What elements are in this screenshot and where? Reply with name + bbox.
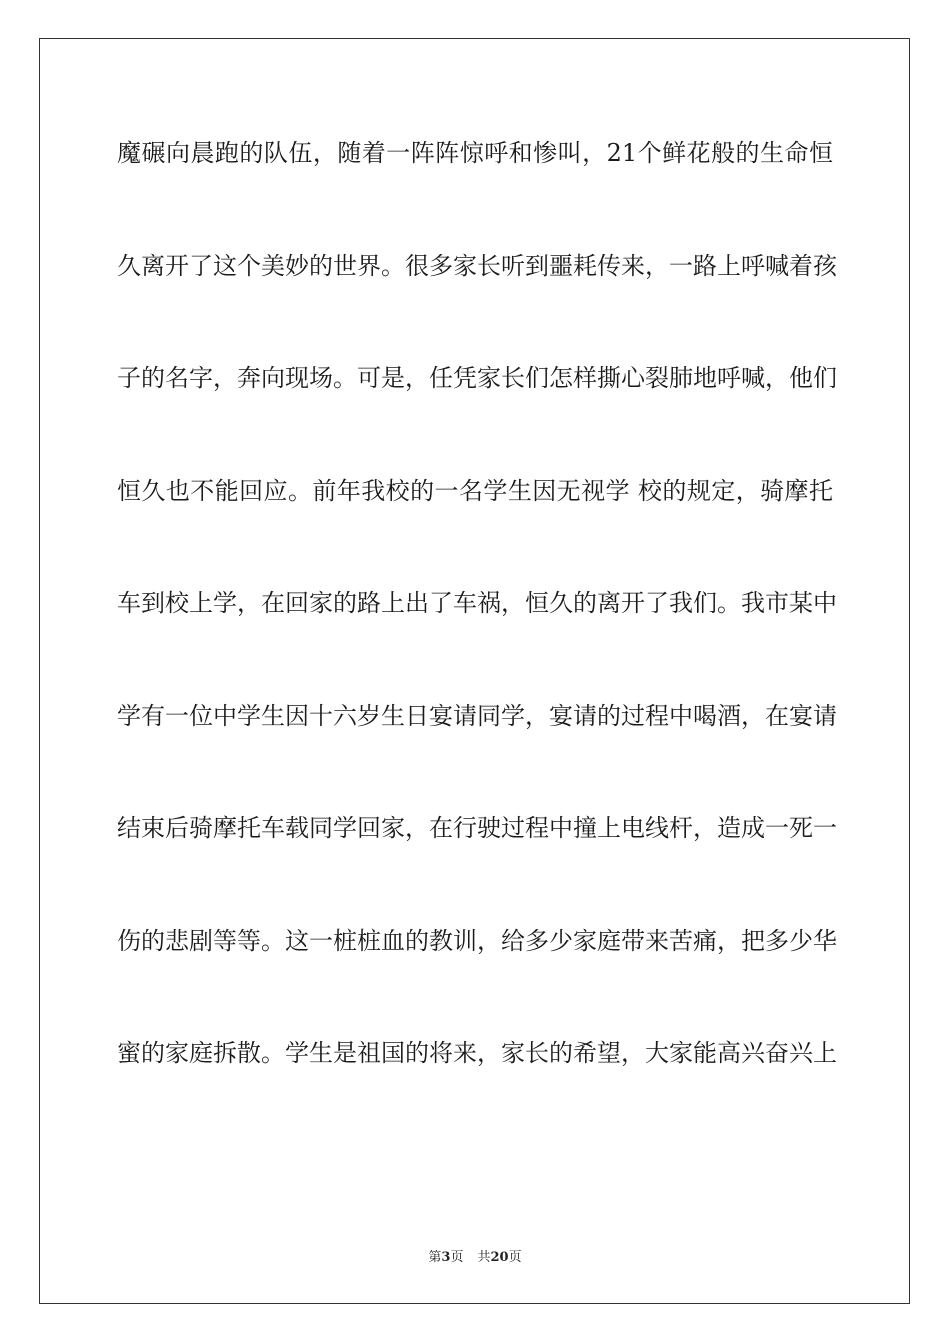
- page-prefix: 第: [428, 1250, 442, 1265]
- text-line-7: 结束后骑摩托车载同学回家，在行驶过程中撞上电线杆，造成一死一: [117, 814, 837, 842]
- text-line-2: 久离开了这个美妙的世界。很多家长听到噩耗传来，一路上呼喊着孩: [117, 251, 837, 280]
- total-prefix: 共: [477, 1250, 491, 1265]
- document-body: [117, 128, 837, 1141]
- text-line-1: 魔碾向晨跑的队伍，随着一阵阵惊呼和惨叫，21个鲜花般的生命恒: [117, 139, 833, 167]
- page-footer: [0, 1246, 950, 1265]
- text-line-9: 蜜的家庭拆散。学生是祖国的将来，家长的希望，大家能高兴奋兴上: [117, 1039, 837, 1067]
- text-line-5: 车到校上学，在回家的路上出了车祸，恒久的离开了我们。我市某中: [117, 589, 837, 617]
- text-line-4: 恒久也不能回应。前年我校的一名学生因无视学 校的规定，骑摩托: [117, 476, 833, 505]
- page-suffix: 页: [450, 1250, 464, 1265]
- total-suffix: 页: [508, 1250, 522, 1265]
- text-line-8: 伤的悲剧等等。这一桩桩血的教训，给多少家庭带来苦痛，把多少华: [117, 926, 837, 955]
- text-line-6: 学有一位中学生因十六岁生日宴请同学，宴请的过程中喝酒，在宴请: [117, 701, 837, 730]
- page-number: 3: [441, 1250, 451, 1265]
- text-line-3: 子的名字，奔向现场。可是，任凭家长们怎样撕心裂肺地呼喊，他们: [117, 364, 837, 392]
- total-pages: 20: [490, 1250, 509, 1265]
